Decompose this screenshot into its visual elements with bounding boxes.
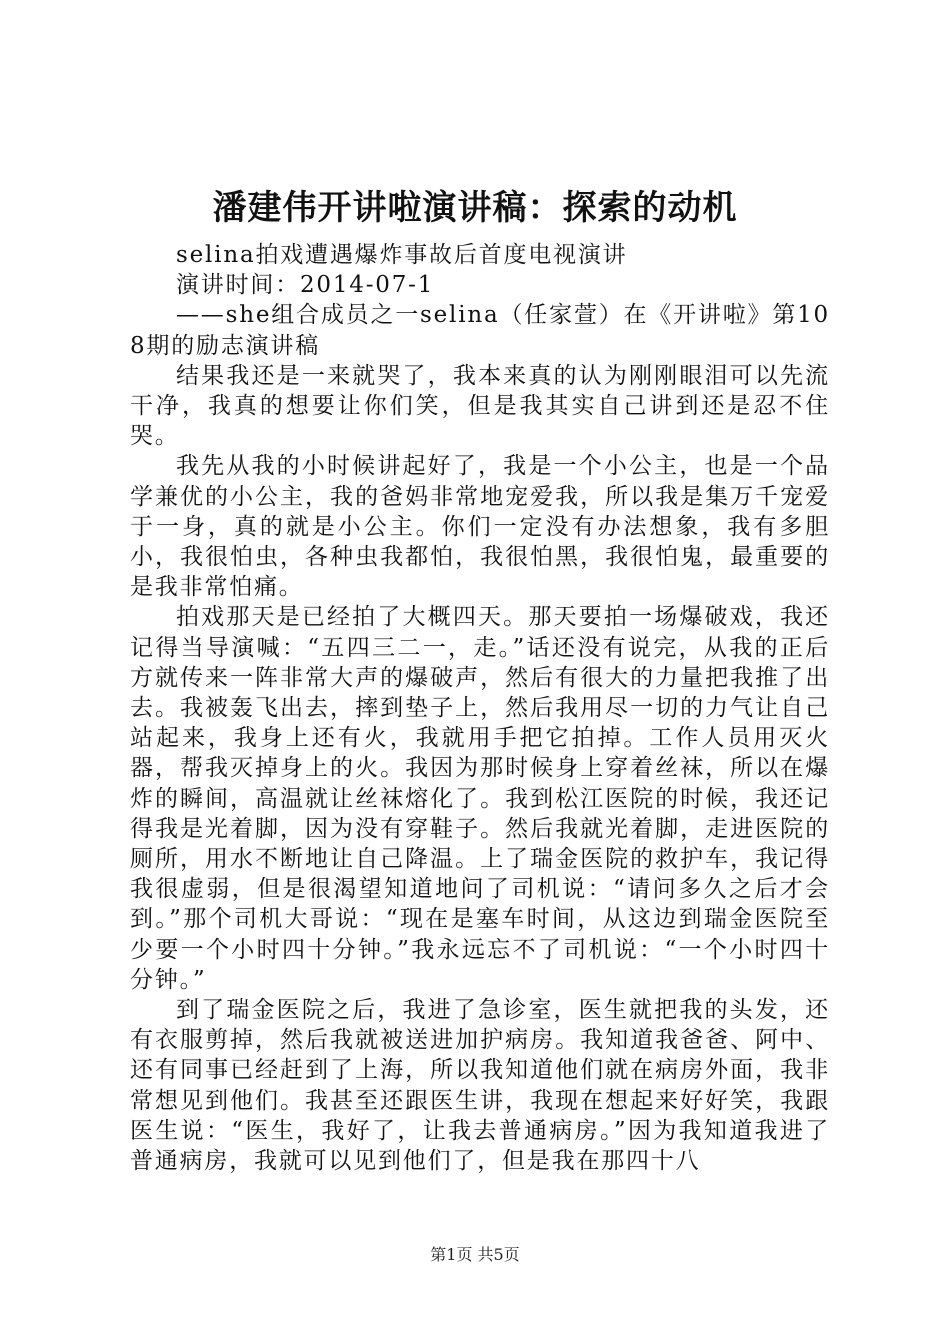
speech-date-paragraph: 演讲时间：2014-07-1: [176, 272, 435, 299]
body-paragraph: 到了瑞金医院之后，我进了急诊室，医生就把我的头发，还有衣服剪掉，然后我就被送进加护病房。我知道我爸爸、阿中、还有同事已经赶到了上海，所以我知道他们就在病房外面，我非常想见到他们。我甚至还跟医生讲，我现在想起来好好笑，我跟医生说：“医生，我好了，让我去普通病房。”因为我知道我进了普通病房，我就可以见到他们了，但是我在那四十八: [130, 997, 830, 1175]
document-body: [130, 240, 830, 1176]
document-title: 潘建伟开讲啦演讲稿：探索的动机: [212, 188, 738, 228]
body-paragraph: 我先从我的小时候讲起好了，我是一个小公主，也是一个品学兼优的小公主，我的爸妈非常地宠爱我，所以我是集万千宠爱于一身，真的就是小公主。你们一定没有办法想象，我有多胆小，我很怕虫，各种虫我都怕，我很怕黑，我很怕鬼，最重要的是我非常怕痛。: [130, 453, 830, 601]
page-number-footer: 第1页 共5页: [430, 1245, 520, 1264]
speaker-intro-paragraph: ——she组合成员之一selina（任家萱）在《开讲啦》第108期的励志演讲稿: [130, 302, 830, 359]
subtitle-paragraph: selina拍戏遭遇爆炸事故后首度电视演讲: [176, 242, 628, 268]
body-paragraph: 拍戏那天是已经拍了大概四天。那天要拍一场爆破戏，我还记得当导演喊：“五四三二一，走。”话还没有说完，从我的正后方就传来一阵非常大声的爆破声，然后有很大的力量把我推了出去。我被轰飞出去，摔到垫子上，然后我用尽一切的力气让自己站起来，我身上还有火，我就用手把它拍掉。工作人员用灭火器，帮我灭掉身上的火。我因为那时候身上穿着丝袜，所以在爆炸的瞬间，高温就让丝袜熔化了。我到松江医院的时候，我还记得我是光着脚，因为没有穿鞋子。然后我就光着脚，走进医院的厕所，用水不断地让自己降温。上了瑞金医院的救护车，我记得我很虚弱，但是很渴望知道地问了司机说：“请问多久之后才会到。”那个司机大哥说：“现在是塞车时间，从这边到瑞金医院至少要一个小时四十分钟。”我永远忘不了司机说：“一个小时四十分钟。”: [130, 604, 830, 993]
body-paragraph: 结果我还是一来就哭了，我本来真的认为刚刚眼泪可以先流干净，我真的想要让你们笑，但是我其实自己讲到还是忍不住哭。: [130, 362, 830, 450]
